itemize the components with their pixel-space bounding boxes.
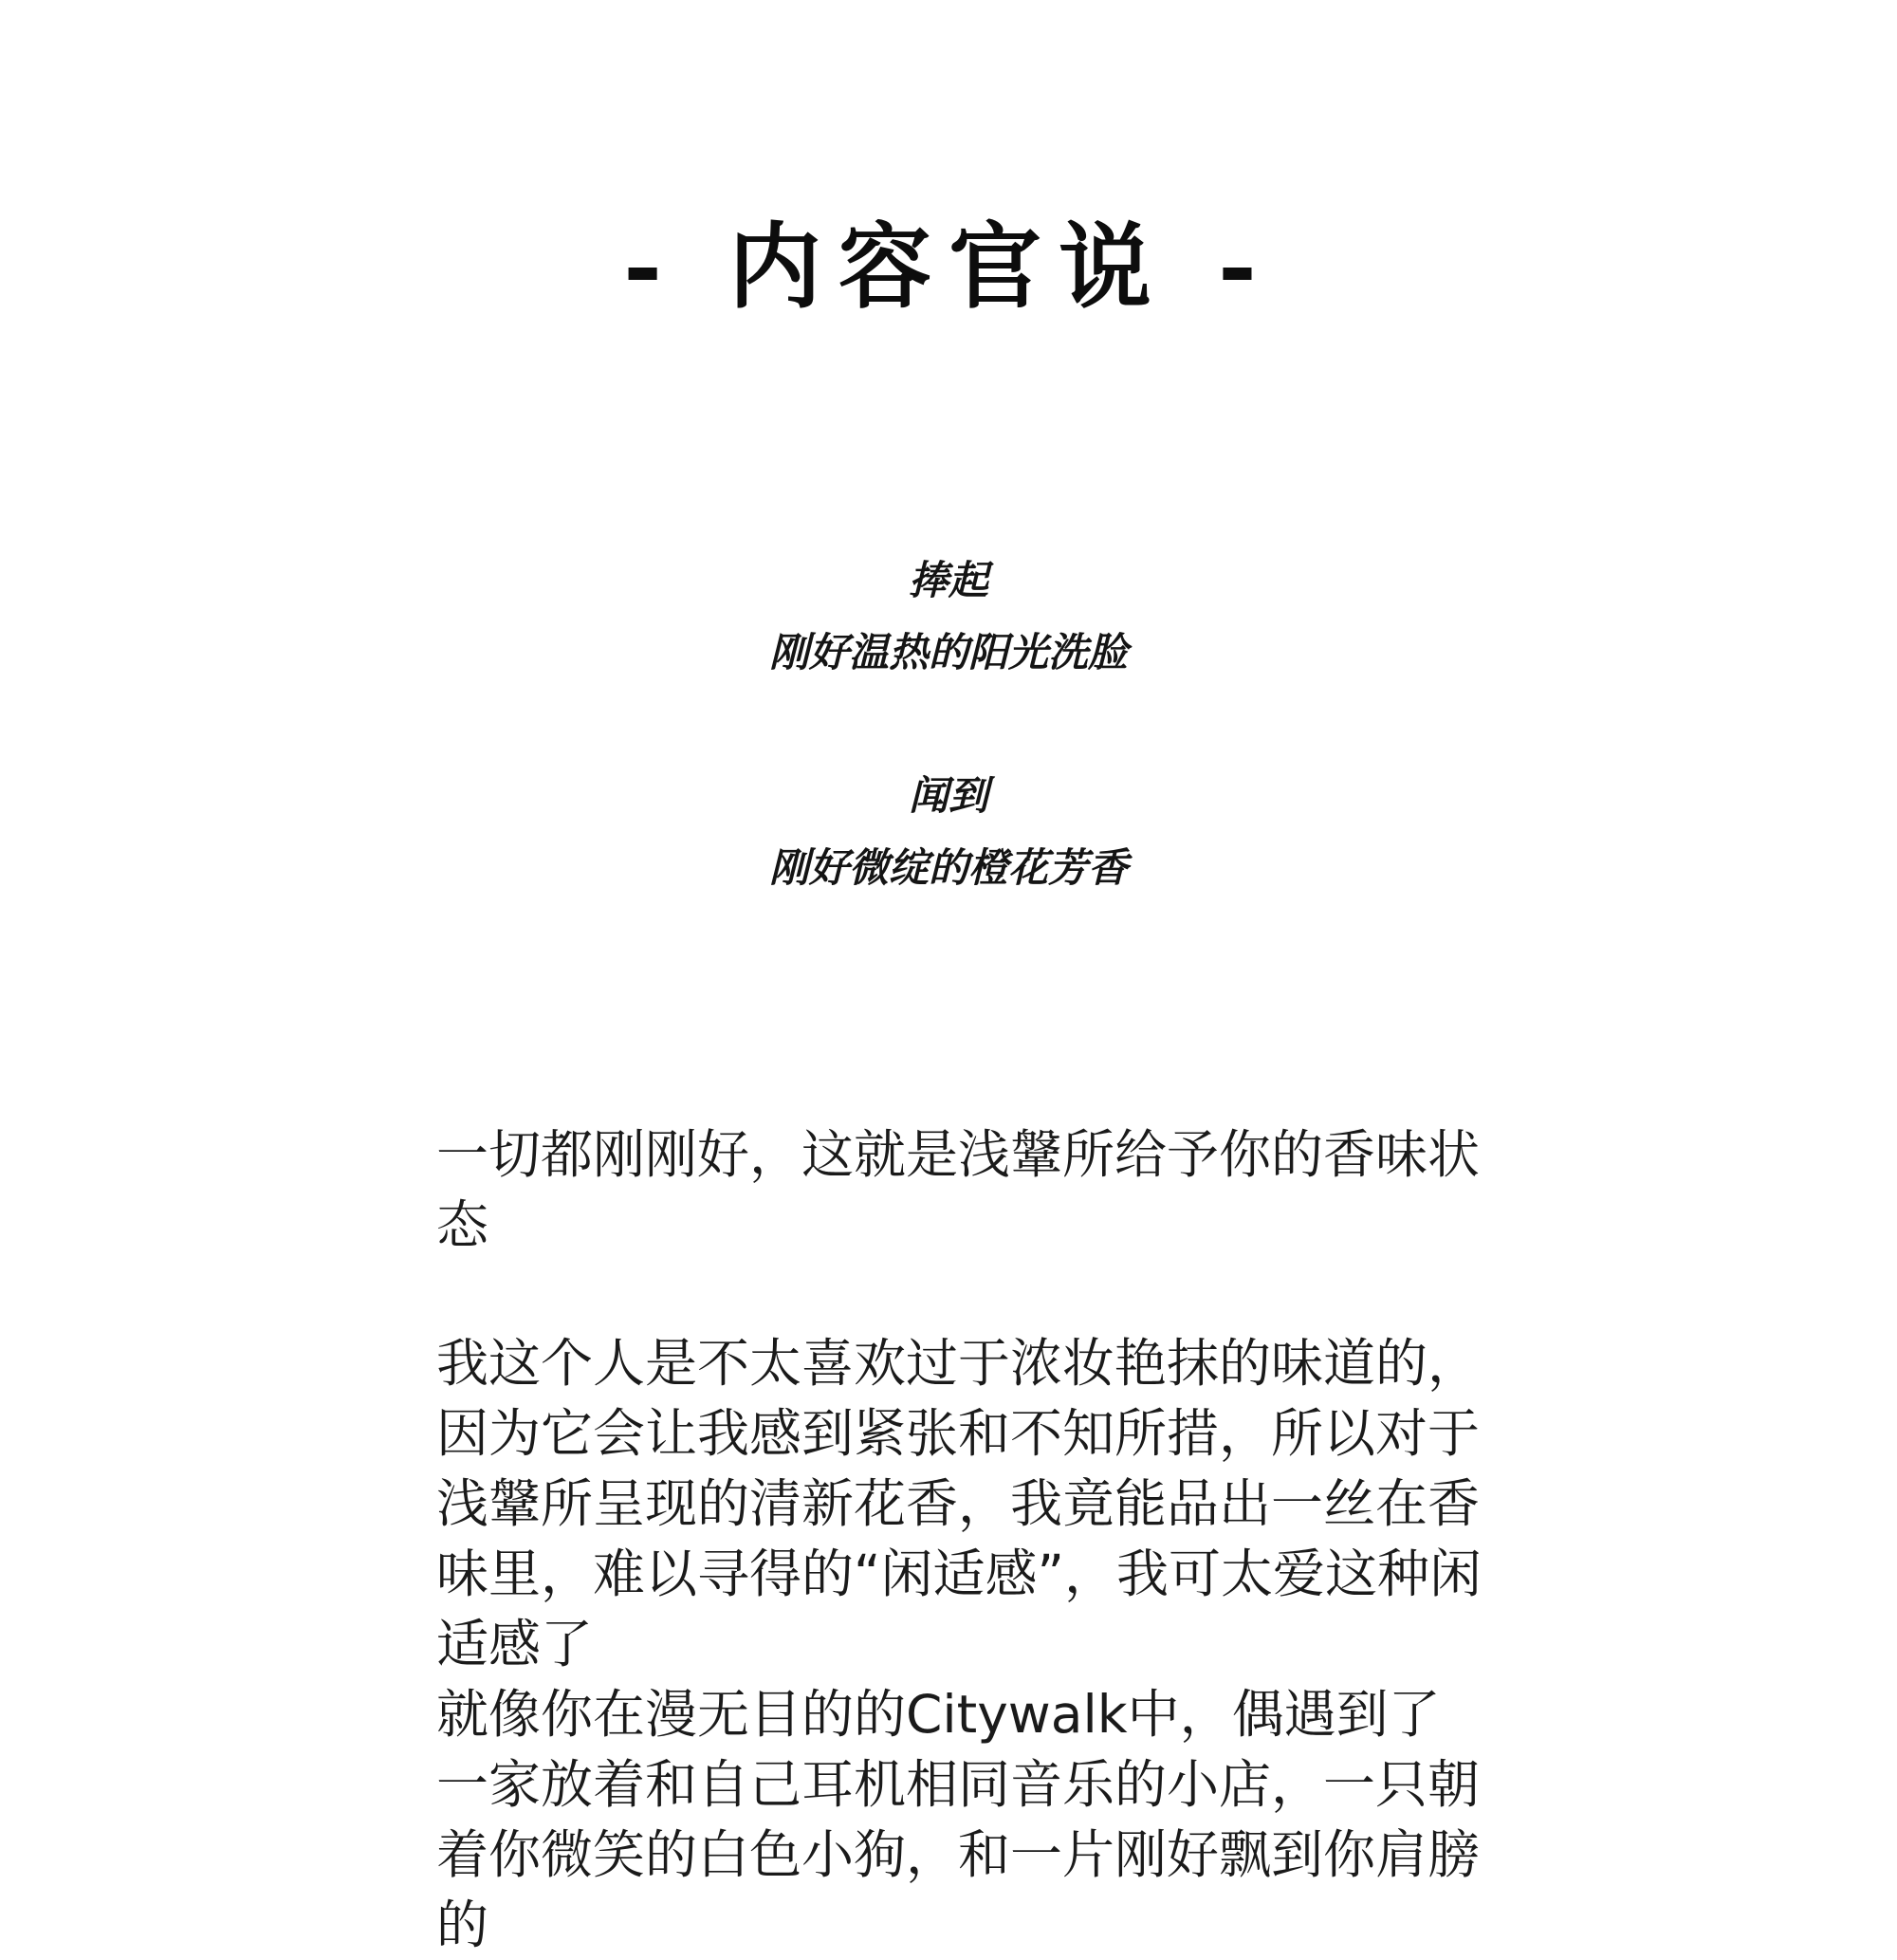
poem-line-3: 闻到 xyxy=(908,772,988,819)
poem-line-1: 捧起 xyxy=(908,557,988,603)
page-title: - 内容官说 - xyxy=(623,213,1274,322)
body-paragraph-3: 就像你在漫无目的的Citywalk中，偶遇到了一家放着和自己耳机相同音乐的小店，一只朝着你微笑的白色小狗，和一片刚好飘到你肩膀的 xyxy=(436,1684,1481,1955)
poem-line-4: 刚好微绽的橙花芳香 xyxy=(768,844,1128,891)
body-paragraph-2: 我这个人是不太喜欢过于浓妆艳抹的味道的，因为它会让我感到紧张和不知所措，所以对于浅鞶所呈现的清新花香，我竟能品出一丝在香味里，难以寻得的“闲适感”，我可太爱这种闲适感了 xyxy=(436,1333,1482,1674)
body-paragraph-1: 一切都刚刚好，这就是浅鞶所给予你的香味状态 xyxy=(436,1124,1481,1255)
poem-line-2: 刚好温热的阳光洗脸 xyxy=(768,629,1128,675)
